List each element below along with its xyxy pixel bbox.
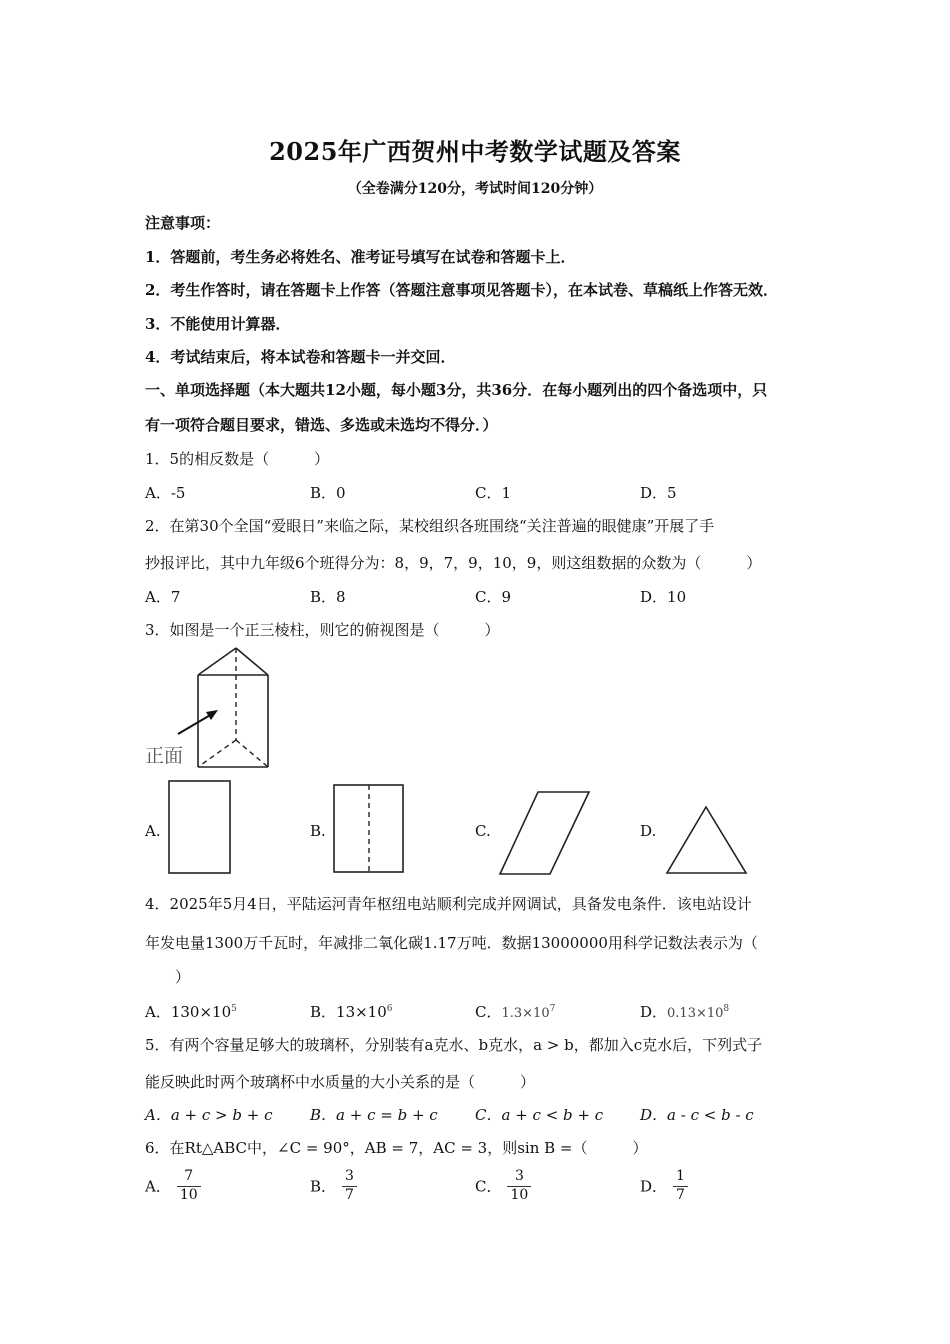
q5-stem-line2: 能反映此时两个玻璃杯中水质量的大小关系的是（ ） (145, 1073, 536, 1091)
q6-option-b: B． $\frac{3}{7}$ (310, 1168, 357, 1204)
q3-option-c: C. (475, 822, 491, 840)
q4-stem-line3: ） (175, 968, 191, 986)
q2-stem-line2: 抄报评比，其中九年级6个班得分为：8，9，7，9，10，9，则这组数据的众数为（ ） (145, 554, 762, 572)
q4-option-d: D．$0.13\times 10^8$ (640, 1003, 730, 1021)
q1-option-d: D．5 (640, 484, 677, 502)
page-title: 2025年广西贺州中考数学试题及答案 (269, 137, 681, 166)
q6-option-c: C． $\frac{3}{10}$ (475, 1168, 531, 1204)
front-view-label: 正面 (145, 745, 184, 767)
notice-item-1: 1．答题前，考生务必将姓名、准考证号填写在试卷和答题卡上． (145, 248, 576, 266)
q1-stem: 1．5的相反数是（ ） (145, 450, 330, 468)
q2-option-d: D．10 (640, 588, 687, 606)
q5-option-b: B．a + c = b + c (310, 1106, 438, 1124)
q6-option-a: A． $\frac{7}{10}$ (145, 1168, 201, 1204)
q3-option-a: A. (145, 822, 161, 840)
q6-stem: 6．在Rt△ABC中，∠C = 90°，AB = 7，AC = 3，则sin B =（ ） (145, 1139, 648, 1157)
q3-option-d-triangle (665, 804, 749, 876)
q5-stem-line1: 5．有两个容量足够大的玻璃杯，分别装有a克水、b克水，a > b，都加入c克水后，下列式子 (145, 1036, 763, 1054)
q3-stem: 3．如图是一个正三棱柱，则它的俯视图是（ ） (145, 621, 500, 639)
q4-stem-line2: 年发电量1300万千瓦时，年减排二氧化碳1.17万吨．数据13000000用科学记数法表示为（ (145, 934, 758, 952)
notice-item-3: 3．不能使用计算器． (145, 315, 291, 333)
q1-option-b: B．0 (310, 484, 346, 502)
q6-option-d: D． $\frac{1}{7}$ (640, 1168, 688, 1204)
q2-stem-line1: 2．在第30个全国“爱眼日”来临之际，某校组织各班围绕“关注普遍的眼健康”开展了手 (145, 517, 715, 535)
q5-option-a: A．a + c > b + c (145, 1106, 273, 1124)
q4-option-c: C．$1.3\times 10^7$ (475, 1003, 556, 1021)
q3-option-a-rectangle (168, 780, 232, 875)
q2-option-a: A．7 (145, 588, 181, 606)
q5-option-d: D．a - c < b - c (640, 1106, 754, 1124)
q5-option-c: C．a + c < b + c (475, 1106, 604, 1124)
q4-option-a: A．$130\times 10^5$ (145, 1003, 237, 1021)
page-subtitle: （全卷满分120分，考试时间120分钟） (347, 181, 603, 197)
q1-option-c: C．1 (475, 484, 512, 502)
q2-option-b: B．8 (310, 588, 346, 606)
notice-heading: 注意事项： (145, 214, 221, 232)
q3-option-b: B. (310, 822, 326, 840)
q3-option-b-rectangle-dashed (333, 784, 405, 874)
q2-option-c: C．9 (475, 588, 512, 606)
section-heading-line1: 一、单项选择题（本大题共12小题，每小题3分，共36分．在每小题列出的四个备选项中，只 (145, 381, 768, 399)
q3-option-c-parallelogram (498, 790, 592, 876)
section-heading-line2: 有一项符合题目要求，错选、多选或未选均不得分．） (145, 416, 498, 434)
notice-item-4: 4．考试结束后，将本试卷和答题卡一并交回． (145, 348, 456, 366)
q4-option-b: B．$13\times 10^6$ (310, 1003, 393, 1021)
q3-option-d: D. (640, 822, 657, 840)
notice-item-2: 2．考生作答时，请在答题卡上作答（答题注意事项见答题卡），在本试卷、草稿纸上作答无效． (145, 281, 778, 299)
q1-option-a: A．-5 (145, 484, 186, 502)
q4-stem-line1: 4．2025年5月4日，平陆运河青年枢纽电站顺利完成并网调试，具备发电条件．该电站设计 (145, 895, 752, 913)
